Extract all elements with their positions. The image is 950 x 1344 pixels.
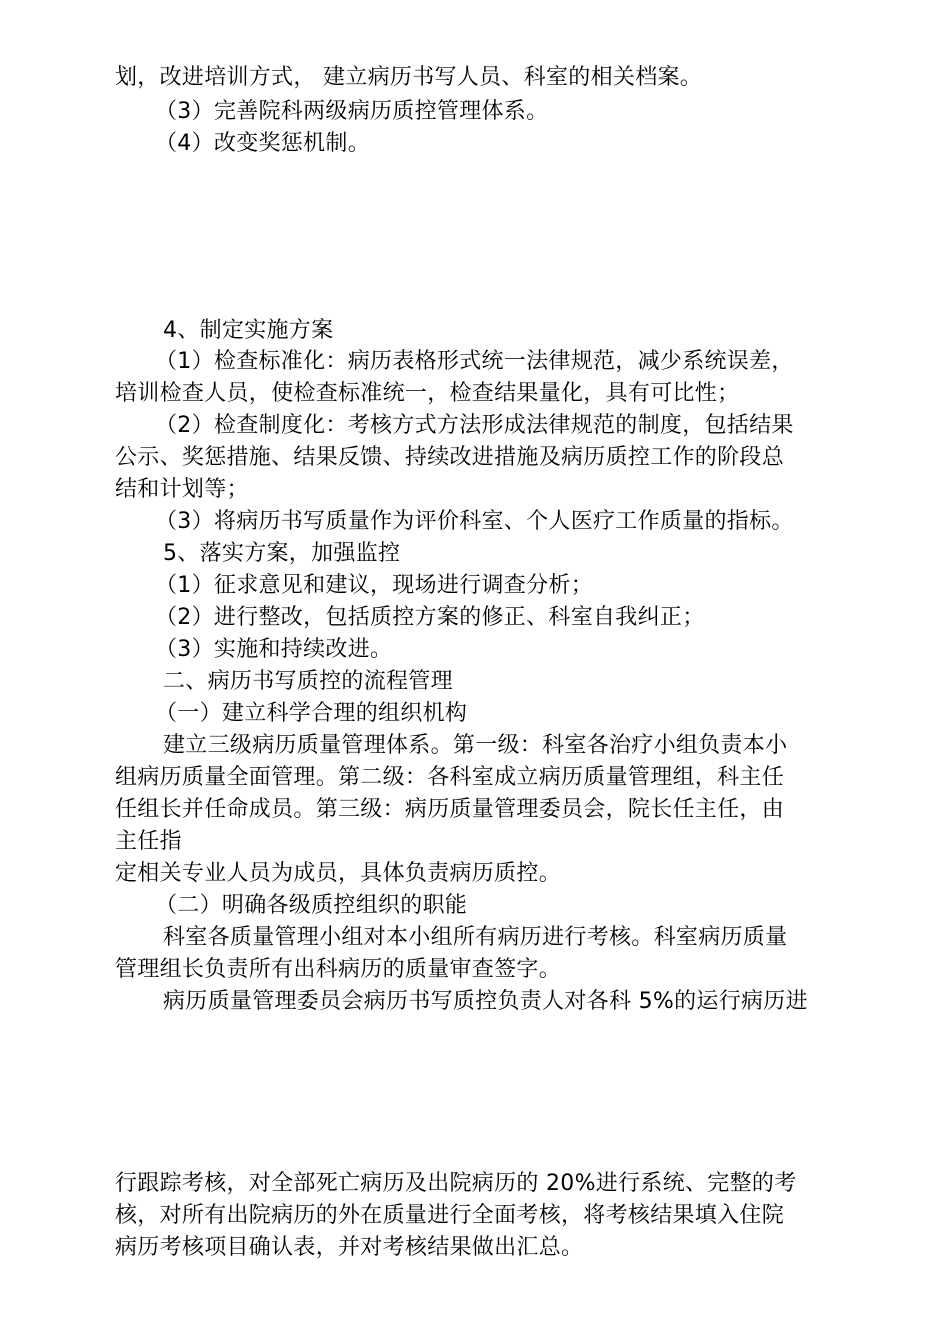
text-line: （3）将病历书写质量作为评价科室、个人医疗工作质量的指标。 [155,509,794,534]
text-line: 行跟踪考核，对全部死亡病历及出院病历的 20%进行系统、完整的考 [115,1171,797,1196]
section-heading: 5、落实方案，加强监控 [163,541,401,566]
text-line: （4）改变奖惩机制。 [155,131,370,156]
section-heading: 4、制定实施方案 [163,318,334,343]
section-heading: 二、病历书写质控的流程管理 [163,669,453,694]
text-line: 划，改进培训方式， 建立病历书写人员、科室的相关档案。 [115,65,703,90]
text-line: 建立三级病历质量管理体系。第一级：科室各治疗小组负责本小 [163,733,788,758]
text-line: 结和计划等； [115,477,249,502]
text-line: 科室各质量管理小组对本小组所有病历进行考核。科室病历质量 [163,925,788,950]
text-line: 管理组长负责所有出科病历的质量审查签字。 [115,957,562,982]
text-line: （2）检查制度化：考核方式方法形成法律规范的制度，包括结果 [155,413,794,438]
text-line: 主任指 [115,829,182,854]
text-line: （1）征求意见和建议，现场进行调查分析； [155,573,593,598]
text-line: 定相关专业人员为成员，具体负责病历质控。 [115,861,562,886]
subsection-heading: （二）明确各级质控组织的职能 [155,893,468,918]
text-line: 病历考核项目确认表，并对考核结果做出汇总。 [115,1235,584,1260]
text-line: 组病历质量全面管理。第二级：各科室成立病历质量管理组，科主任 [115,765,785,790]
text-line: 核，对所有出院病历的外在质量进行全面考核，将考核结果填入住院 [115,1203,785,1228]
text-line: （3）完善院科两级病历质控管理体系。 [155,99,549,124]
text-line: （1）检查标准化：病历表格形式统一法律规范，减少系统误差， [155,349,794,374]
text-line: （2）进行整改，包括质控方案的修正、科室自我纠正； [155,605,705,630]
text-line: 任组长并任命成员。第三级：病历质量管理委员会，院长任主任，由 [115,797,785,822]
subsection-heading: （一）建立科学合理的组织机构 [155,701,468,726]
text-line: 培训检查人员，使检查标准统一，检查结果量化，具有可比性； [115,381,740,406]
text-line: （3）实施和持续改进。 [155,637,393,662]
text-line: 公示、奖惩措施、结果反馈、持续改进措施及病历质控工作的阶段总 [115,445,785,470]
text-line: 病历质量管理委员会病历书写质控负责人对各科 5%的运行病历进 [163,989,808,1014]
